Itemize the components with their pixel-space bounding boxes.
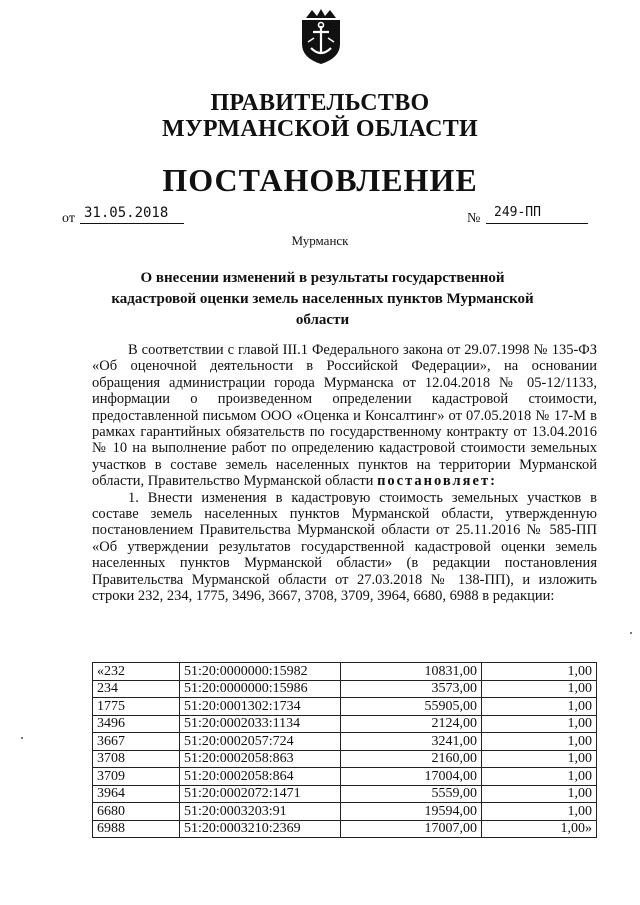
cadastral-value-cell: 55905,00 [341, 698, 482, 716]
coefficient-cell: 1,00 [482, 768, 597, 786]
cadastral-number-cell: 51:20:0002072:1471 [180, 785, 341, 803]
row-number-cell: «232 [93, 663, 180, 681]
coefficient-cell: 1,00 [482, 680, 597, 698]
resolution-keyword: постановляет: [377, 473, 497, 490]
cadastral-value-cell: 17007,00 [341, 820, 482, 838]
row-number-cell: 3709 [93, 768, 180, 786]
table-row [93, 820, 597, 838]
coefficient-cell: 1,00 [482, 698, 597, 716]
document-number: 249-ПП [486, 205, 588, 224]
row-number-cell: 234 [93, 680, 180, 698]
cadastral-value-table [92, 662, 597, 838]
coefficient-cell: 1,00 [482, 803, 597, 821]
cadastral-number-cell: 51:20:0000000:15986 [180, 680, 341, 698]
row-number-cell: 1775 [93, 698, 180, 716]
coefficient-cell: 1,00 [482, 715, 597, 733]
document-body [92, 342, 597, 605]
coefficient-cell: 1,00» [482, 820, 597, 838]
row-number-cell: 3708 [93, 750, 180, 768]
document-type-title: ПОСТАНОВЛЕНИЕ [162, 162, 478, 198]
document-subject: О внесении изменений в результаты государственной кадастровой оценки земель населенных пунктов Мурманской области [111, 270, 534, 328]
cadastral-value-cell: 17004,00 [341, 768, 482, 786]
item-1-paragraph: 1. Внести изменения в кадастровую стоимость земельных участков в составе земель населенных пунктов Мурманской области, утвержденную постановлением Правительства Мурманской области от 25.11.2016 № 585-ПП «Об утверждении результатов государственной кадастровой оценки земель населенных пунктов Мурманской области» (в редакции постановления Правительства Мурманской области от 27.03.2018 № 138-ПП), и изложить строки 232, 234, 1775, 3496, 3667, 3708, 3709, 3964, 6680, 6988 в редакции: [92, 489, 597, 605]
coefficient-cell: 1,00 [482, 750, 597, 768]
row-number-cell: 6680 [93, 803, 180, 821]
coefficient-cell: 1,00 [482, 733, 597, 751]
row-number-cell: 6988 [93, 820, 180, 838]
cadastral-number-cell: 51:20:0003210:2369 [180, 820, 341, 838]
cadastral-number-cell: 51:20:0001302:1734 [180, 698, 341, 716]
number-label: № [467, 211, 481, 226]
scan-speck [630, 632, 632, 634]
row-number-cell: 3964 [93, 785, 180, 803]
preamble-paragraph [92, 342, 597, 490]
table-row [93, 680, 597, 698]
cadastral-number-cell: 51:20:0002057:724 [180, 733, 341, 751]
cadastral-value-cell: 3573,00 [341, 680, 482, 698]
preamble-text: В соответствии с главой III.1 Федерального закона от 29.07.1998 № 135-ФЗ «Об оценочной деятельности в Российской Федерации», на основании обращения администрации города Мурманска от 12.04.2018 № 05-12/1133, информации о произведенном определении кадастровой стоимости, предоставленной письмом ООО «Оценка и Консалтинг» от 07.05.2018 № 17-М в рамках гарантийных обязательств по государственному контракту от 13.04.2016 № 10 на выполнение работ по определению кадастровой стоимости земельных участков в составе земель населенных пунктов на территории Мурманской области, Правительство Мурманской области [92, 342, 597, 490]
scan-speck [21, 737, 23, 739]
cadastral-value-cell: 19594,00 [341, 803, 482, 821]
cadastral-value-cell: 5559,00 [341, 785, 482, 803]
coefficient-cell: 1,00 [482, 663, 597, 681]
table-row [93, 663, 597, 681]
cadastral-number-cell: 51:20:0002058:864 [180, 768, 341, 786]
table-row [93, 768, 597, 786]
cadastral-value-cell: 2160,00 [341, 750, 482, 768]
row-number-cell: 3667 [93, 733, 180, 751]
city-name: Мурманск [291, 233, 349, 248]
table-row [93, 750, 597, 768]
cadastral-value-cell: 2124,00 [341, 715, 482, 733]
table-row [93, 733, 597, 751]
table-row [93, 698, 597, 716]
table-row [93, 803, 597, 821]
cadastral-number-cell: 51:20:0002058:863 [180, 750, 341, 768]
cadastral-number-cell: 51:20:0003203:91 [180, 803, 341, 821]
table-row [93, 715, 597, 733]
table-row [93, 785, 597, 803]
cadastral-value-cell: 3241,00 [341, 733, 482, 751]
coefficient-cell: 1,00 [482, 785, 597, 803]
cadastral-number-cell: 51:20:0000000:15982 [180, 663, 341, 681]
org-name-line2: МУРМАНСКОЙ ОБЛАСТИ [162, 116, 478, 142]
org-name-line1: ПРАВИТЕЛЬСТВО [210, 90, 430, 116]
coat-of-arms-emblem [298, 8, 344, 66]
cadastral-value-cell: 10831,00 [341, 663, 482, 681]
row-number-cell: 3496 [93, 715, 180, 733]
document-date: 31.05.2018 [80, 205, 184, 224]
cadastral-number-cell: 51:20:0002033:1134 [180, 715, 341, 733]
date-label: от [62, 211, 75, 226]
